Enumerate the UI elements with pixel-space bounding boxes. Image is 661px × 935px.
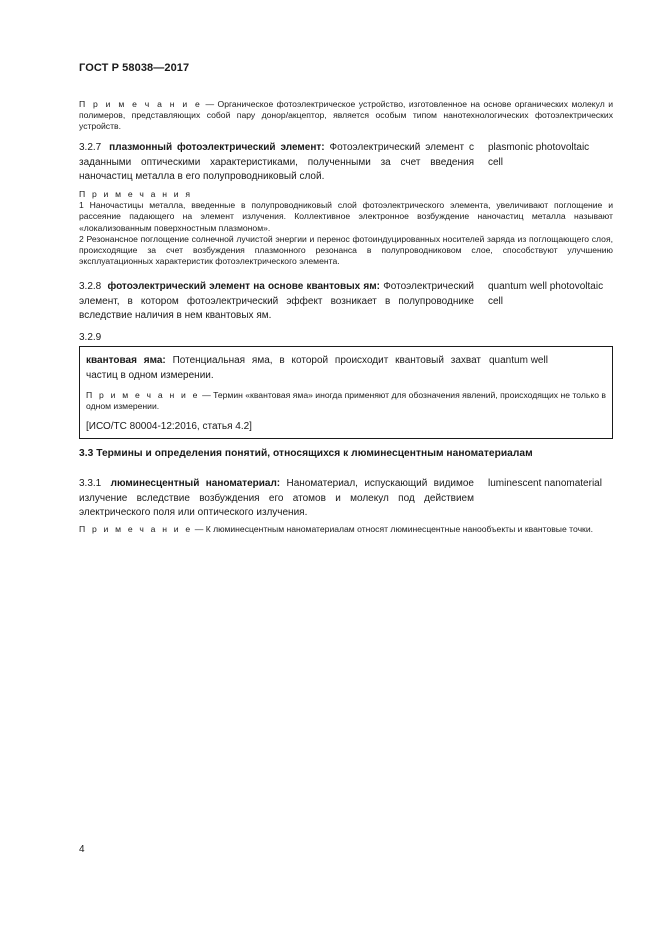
term-definition-block	[79, 477, 474, 521]
document-header: ГОСТ Р 58038—2017	[79, 62, 190, 74]
note-luminescent	[79, 524, 613, 535]
term-english-line-1: quantum well photovoltaic	[488, 281, 604, 292]
note-text: — Термин «квантовая яма» иногда применяют для обозначения явлений, происходящих не только в одном измерении.	[86, 390, 606, 412]
term-name: люминесцентный наноматериал:	[110, 478, 281, 489]
note-label: П р и м е ч а н и е	[79, 99, 202, 109]
term-definition-block	[79, 280, 474, 324]
term-source-reference: [ИСО/ТС 80004-12:2016, статья 4.2]	[86, 421, 252, 432]
term-number: 3.2.8	[79, 281, 102, 292]
note-text: — Органическое фотоэлектрическое устройство, изготовленное на основе органических молекул и полимеров, представляющих собой пару донор/акцептор, является особым типом нанотехнологических фотоэлектрических устройств.	[79, 99, 613, 132]
term-definition-block	[79, 141, 474, 185]
note-text: — К люминесцентным наноматериалам относят люминесцентные нанообъекты и квантовые точки.	[192, 524, 594, 534]
term-box-quantum-well	[79, 346, 613, 439]
term-english-equivalent: quantum well	[489, 355, 548, 366]
term-number: 3.2.7	[79, 142, 102, 153]
term-english-line-1: plasmonic photovoltaic	[488, 142, 590, 153]
term-number: 3.3.1	[79, 478, 102, 489]
term-number-3-2-9: 3.2.9	[79, 332, 102, 343]
section-title: 3.3 Термины и определения понятий, относящихся к люминесцентным наноматериалам	[79, 448, 533, 459]
term-definition: Фотоэлектрический элемент, в котором фотоэлектрический эффект возникает в полупроводнике вследствие наличия в нем квантовых ям.	[79, 281, 474, 322]
note-organic-device	[79, 99, 613, 133]
notes-label: П р и м е ч а н и я	[79, 189, 193, 199]
notes-plasmonic	[79, 189, 613, 267]
term-definition: Фотоэлектрический элемент с заданными оптическими характеристиками, полученными за счет введения наночастиц металла в его полупроводниковый слой.	[79, 142, 474, 183]
note-item-1: 1 Наночастицы металла, введенные в полупроводниковый слой фотоэлектрического элемента, увеличивают поглощение и рассеяние падающего на элемент излучения. Коллективное электронное возбуждение наночастиц металла называют «локализованным поверхностным плазмоном».	[79, 200, 613, 233]
page-number: 4	[79, 844, 85, 855]
note-label: П р и м е ч а н и е	[86, 390, 200, 400]
term-english-equivalent	[488, 280, 618, 309]
note-item-2: 2 Резонансное поглощение солнечной лучистой энергии и перенос фотоиндуцированных носителей заряда из поглощающего слоя, происходящие за счет возбуждения плазмонного резонанса в полупроводниковом слое, способствуют улучшению эксплуатационных характеристик фотоэлектрического элемента.	[79, 233, 613, 267]
term-name: фотоэлектрический элемент на основе квантовых ям:	[107, 281, 380, 292]
term-english-equivalent	[488, 141, 618, 170]
term-english-line-2: cell	[488, 156, 504, 168]
term-definition: Наноматериал, испускающий видимое излучение вследствие возбуждения его атомов и молекул под действием электрического поля или оптического излучения.	[79, 478, 474, 519]
term-definition: Потенциальная яма, в которой происходит квантовый захват частиц в одном измерении.	[86, 355, 482, 381]
term-english-line-2: cell	[488, 295, 504, 307]
note-label: П р и м е ч а н и е	[79, 524, 193, 534]
term-name: плазмонный фотоэлектрический элемент:	[109, 142, 325, 153]
term-definition-block	[86, 354, 481, 383]
box-note	[86, 390, 606, 412]
term-name: квантовая яма:	[86, 355, 166, 366]
term-english-equivalent: luminescent nanomaterial	[488, 478, 602, 489]
